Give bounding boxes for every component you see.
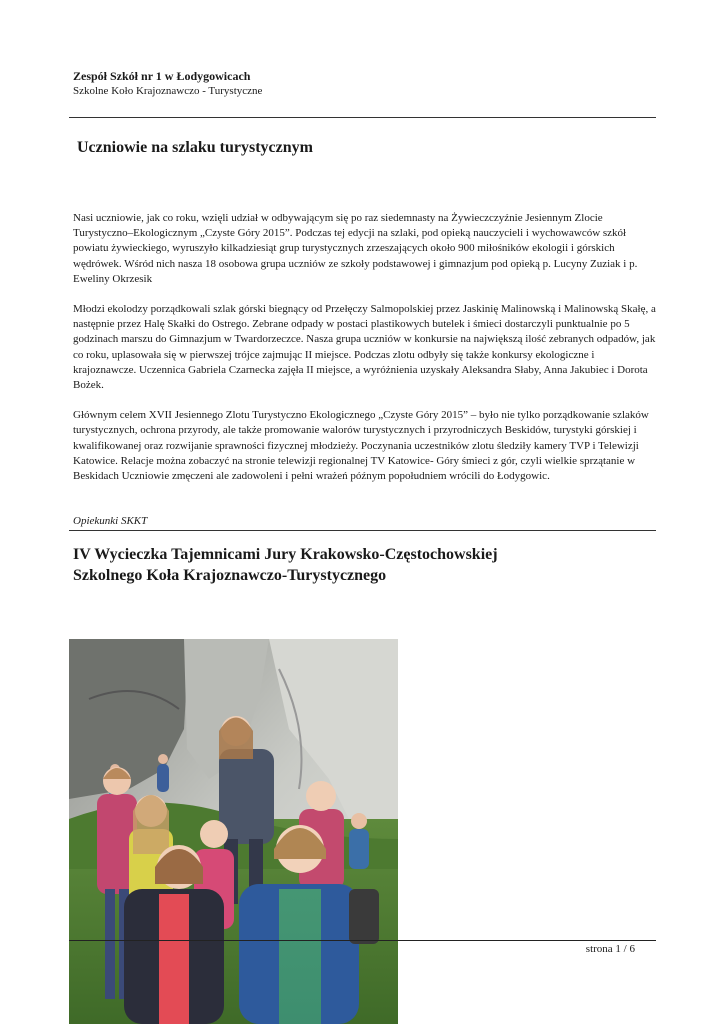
- second-title-line-2: Szkolnego Koła Krajoznawczo-Turystycznego: [73, 567, 387, 584]
- header-divider: [69, 117, 656, 118]
- paragraph-2: Młodzi ekolodzy porządkowali szlak górski biegnący od Przełęczy Salmopolskiej przez Jaskinię Malinowską i Malinowską Skałę, a następnie przez Halę Skałki do Ostrego. Zebrane odpady w postaci plastikowych butelek i śmieci dostarczyli punktualnie po 5 godzinach marszu do Gimnazjum w Twardorzeczce. Nasza grupa uczniów w konkursie na największą ilość zebranych odpadów, jak co roku, uplasowała się w pierwszej trójce zajmując II miejsce. Podczas zlotu odbyły się także konkursy ekologiczne i krajoznawcze. Uczennica Gabriela Czarnecka zajęła II miejsce, a wyróżnienia uzyskały Aleksandra Słaby, Anna Jakubiec i Dorota Bożek.: [73, 303, 656, 392]
- page-number: strona 1 / 6: [585, 943, 635, 955]
- second-title-line-1: IV Wycieczka Tajemnicami Jury Krakowsko-Częstochowskiej: [73, 546, 498, 563]
- article-signature: Opiekunki SKKT: [73, 515, 148, 527]
- second-article-title: [73, 544, 673, 586]
- paragraph-3: Głównym celem XVII Jesiennego Zlotu Turystyczno Ekologicznego „Czyste Góry 2015” – było nie tylko porządkowanie szlaków turystycznych, ochrona przyrody, ale także promowanie walorów turystycznych i przyrodniczych Beskidów, turystyki górskiej i kwalifikowanej oraz rozwijanie sprawności fizycznej młodzieży. Poczynania uczestników zlotu śledziły kamery TVP i Telewizji Katowice. Relacje można zobaczyć na stronie telewizji regionalnej TV Katowice- Góry śmieci z gór, czyli wielkie sprzątanie w Beskidach Uczniowie zmęczeni ale zadowoleni i pełni wrażeń późnym popołudniem wrócili do Łodygowic.: [73, 409, 649, 483]
- club-name: Szkolne Koło Krajoznawczo - Turystyczne: [73, 85, 263, 97]
- article-body: [73, 211, 658, 499]
- article-title: Uczniowie na szlaku turystycznym: [77, 139, 313, 156]
- school-name: Zespół Szkół nr 1 w Łodygowicach: [73, 69, 251, 83]
- document-header: [73, 69, 262, 99]
- paragraph-1: Nasi uczniowie, jak co roku, wzięli udział w odbywającym się po raz siedemnasty na Żywieczczyźnie Jesiennym Zlocie Turystyczno–Ekologicznym „Czyste Góry 2015”. Podczas tej edycji na szlaki, pod opieką nauczycieli i wychowawców szkół powiatu żywieckiego, wyruszyło kilkadziesiąt grup turystycznych zrzeszających około 900 miłośników ekologii i górskich wędrówek. Wśród nich nasza 18 osobowa grupa uczniów ze szkoły podstawowej i gimnazjum pod opieką p. Lucyny Zuziak i p. Eweliny Okrzesik: [73, 212, 638, 285]
- footer-divider: [69, 940, 656, 941]
- group-photo: [69, 639, 398, 1024]
- article-divider: [69, 530, 656, 531]
